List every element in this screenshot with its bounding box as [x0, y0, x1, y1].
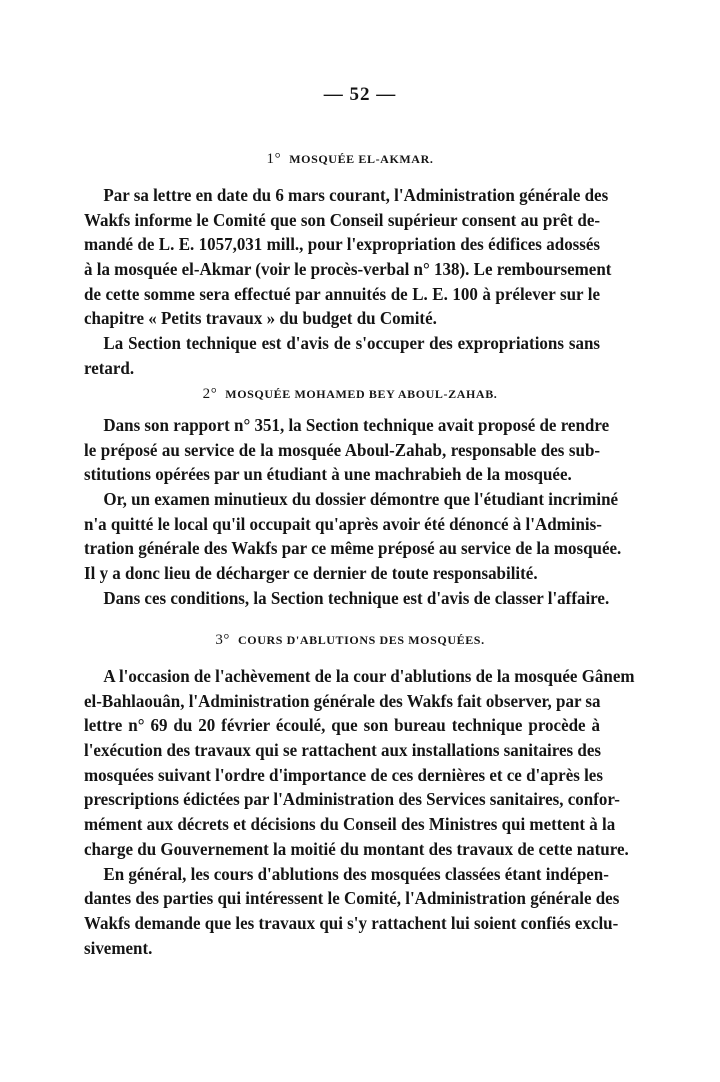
text-line: mandé de L. E. 1057,031 mill., pour l'expropriation des édifices adossés: [84, 234, 601, 255]
text-line: charge du Gouvernement la moitié du montant des travaux de cette nature.: [84, 838, 629, 859]
text-line: Il y a donc lieu de décharger ce dernier de toute responsabilité.: [84, 563, 538, 584]
section-body-1: [84, 183, 612, 381]
section-number: 3°: [215, 632, 231, 648]
text-line: lettre n° 69 du 20 février écoulé, que son bureau technique procède à: [84, 715, 601, 736]
section-heading-3: [84, 632, 616, 649]
text-line: mément aux décrets et décisions du Conseil des Ministres qui mettent à la: [84, 814, 616, 835]
section-title: MOSQUÉE EL-AKMAR.: [289, 152, 434, 166]
text-line: de cette somme sera effectué par annuités de L. E. 100 à prélever sur le: [84, 283, 601, 304]
text-line: stitutions opérées par un étudiant à une machrabieh de la mosquée.: [84, 464, 572, 485]
section-heading-1: [84, 151, 616, 168]
text-line: Par sa lettre en date du 6 mars courant, l'Administration générale des: [103, 185, 609, 205]
section-title: MOSQUÉE MOHAMED BEY ABOUL-ZAHAB.: [225, 387, 498, 401]
section-title: COURS D'ABLUTIONS DES MOSQUÉES.: [238, 633, 485, 647]
section-number: 1°: [266, 151, 282, 167]
section-body-3: [84, 664, 635, 960]
section-heading-2: [84, 386, 616, 403]
text-line: Wakfs demande que les travaux qui s'y rattachent lui soient confiés exclu-: [84, 912, 619, 933]
text-line: mosquées suivant l'ordre d'importance de ces dernières et ce d'après les: [84, 764, 603, 785]
text-line: dantes des parties qui intéressent le Comité, l'Administration générale des: [84, 888, 620, 909]
text-line: n'a quitté le local qu'il occupait qu'après avoir été dénoncé à l'Adminis-: [84, 513, 602, 534]
text-line: à la mosquée el-Akmar (voir le procès-verbal n° 138). Le remboursement: [84, 259, 612, 280]
text-line: Wakfs informe le Comité que son Conseil supérieur consent au prêt de-: [84, 209, 601, 230]
text-line: A l'occasion de l'achèvement de la cour d'ablutions de la mosquée Gânem: [103, 666, 635, 686]
text-line: La Section technique est d'avis de s'occuper des expropriations sans: [103, 333, 601, 354]
text-line: tration générale des Wakfs par ce même préposé au service de la mosquée.: [84, 538, 622, 559]
text-line: sivement.: [84, 937, 153, 958]
page-number: — 52 —: [323, 84, 397, 105]
text-line: chapitre « Petits travaux » du budget du Comité.: [84, 308, 437, 329]
text-line: Or, un examen minutieux du dossier démontre que l'étudiant incriminé: [103, 489, 619, 510]
text-line: Dans ces conditions, la Section technique est d'avis de classer l'affaire.: [103, 587, 610, 608]
section-body-2: [84, 413, 622, 611]
text-line: el-Bahlaouân, l'Administration générale des Wakfs fait observer, par sa: [84, 690, 601, 711]
text-line: prescriptions édictées par l'Administration des Services sanitaires, confor-: [84, 789, 620, 810]
text-line: l'exécution des travaux qui se rattachent aux installations sanitaires des: [84, 740, 601, 761]
section-number: 2°: [202, 386, 218, 402]
text-line: Dans son rapport n° 351, la Section technique avait proposé de rendre: [103, 415, 610, 435]
text-line: le préposé au service de la mosquée Aboul-Zahab, responsable des sub-: [84, 439, 601, 460]
text-line: En général, les cours d'ablutions des mosquées classées étant indépen-: [103, 863, 609, 884]
text-line: retard.: [84, 357, 135, 378]
